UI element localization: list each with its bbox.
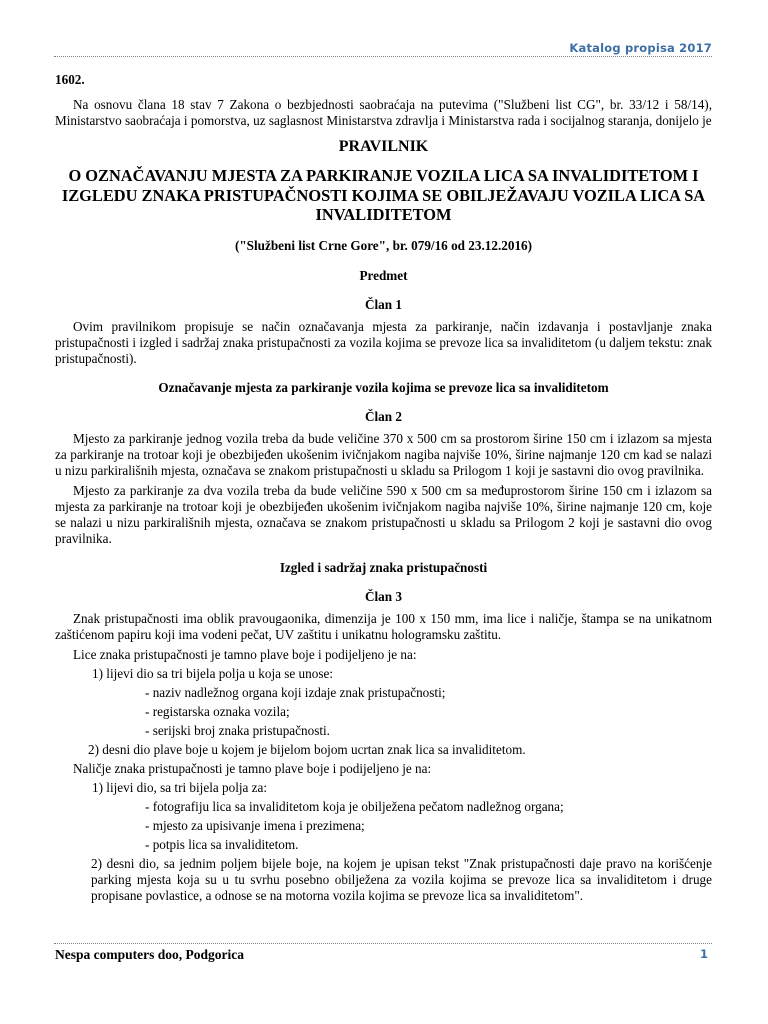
back-intro: Naličje znaka pristupačnosti je tamno plave boje i podijeljeno je na:: [73, 760, 432, 776]
article-2-paragraph-1: Mjesto za parkiranje jednog vozila treba da bude veličine 370 x 500 cm sa prostorom širine 150 cm i izlazom sa mjesta za parkiranje na trotoar koji je obezbijeđen ukošenim ivičnjakom nagiba najviše 10%, širine najmanje 120 cm kad se nalazi u nizu parkirališnih mjesta, označava se znakom pristupačnosti u skladu sa Prilogom 1 koji je sastavni dio ovog pravilnika.: [55, 430, 712, 478]
face-item-1c: - serijski broj znaka pristupačnosti.: [145, 722, 330, 738]
article-2-heading: Član 2: [364, 408, 402, 424]
header-divider: [54, 56, 712, 57]
section-heading-subject: Predmet: [359, 267, 408, 283]
face-item-1: 1) lijevi dio sa tri bijela polja u koja se unose:: [92, 665, 333, 681]
document-number: 1602.: [55, 72, 85, 87]
face-item-1a: - naziv nadležnog organa koji izdaje znak pristupačnosti;: [145, 684, 446, 700]
face-item-2: 2) desni dio plave boje u kojem je bijelom bojom ucrtan znak lica sa invaliditetom.: [88, 741, 526, 757]
document-title: PRAVILNIK: [338, 138, 429, 155]
article-3-heading: Član 3: [364, 588, 402, 604]
back-item-1a: - fotografiju lica sa invaliditetom koja je obilježena pečatom nadležnog organa;: [145, 798, 564, 814]
back-item-2: 2) desni dio, sa jednim poljem bijele boje, na kojem je upisan tekst "Znak pristupačnosti daje pravo na korišćenje parking mjesta koja su u tu svrhu posebno obilježena za vozila kojima se prevoze lica sa invaliditetom i druge propisane povlastice, a odnose se na motorna vozila kojima se prevoze lica sa invaliditetom".: [91, 855, 712, 903]
back-item-1b: - mjesto za upisivanje imena i prezimena;: [145, 817, 365, 833]
page-number: 1: [699, 947, 708, 961]
article-2-paragraph-2: Mjesto za parkiranje za dva vozila treba da bude veličine 590 x 500 cm sa međuprostorom širine 150 cm i izlazom sa mjesta za parkiranje na trotoar koji je obezbijeđen ukošenim ivičnjakom nagiba najviše 10%, širine najmanje 120 cm, koje se nalazi u nizu parkirališnih mjesta, označava se znakom pristupačnosti u skladu sa Prilogom 2 koji je sastavni dio ovog pravilnika.: [55, 482, 712, 546]
article-1-text: Ovim pravilnikom propisuje se način označavanja mjesta za parkiranje, način izdavanja i postavljanje znaka pristupačnosti i izgled i sadržaj znaka pristupačnosti za vozila kojima se prevoze lica sa invaliditetom (u daljem tekstu: znak pristupačnosti).: [55, 318, 712, 366]
document-subtitle: O OZNAČAVANJU MJESTA ZA PARKIRANJE VOZILA LICA SA INVALIDITETOM I IZGLEDU ZNAKA PRISTUPAČNOSTI KOJIMA SE OBILJEŽAVAJU VOZILA LICA SA INVALIDITETOM: [61, 166, 706, 224]
back-item-1: 1) lijevi dio, sa tri bijela polja za:: [92, 779, 268, 795]
face-intro: Lice znaka pristupačnosti je tamno plave boje i podijeljeno je na:: [73, 646, 417, 662]
article-3-paragraph-1: Znak pristupačnosti ima oblik pravougaonika, dimenzija je 100 x 150 mm, ima lice i naličje, štampa se na unikatnom zaštićenom papiru koji ima vodeni pečat, UV zaštitu i unikatnu hologramsku zaštitu.: [55, 610, 712, 642]
back-item-1c: - potpis lica sa invaliditetom.: [145, 836, 299, 852]
section-heading-sign: Izgled i sadržaj znaka pristupačnosti: [279, 559, 488, 575]
catalog-header: Katalog propisa 2017: [569, 41, 712, 55]
footer-company: Nespa computers doo, Podgorica: [55, 947, 244, 962]
footer-divider: [54, 943, 712, 944]
document-body: [55, 72, 712, 904]
gazette-reference: ("Službeni list Crne Gore", br. 079/16 od 23.12.2016): [234, 237, 533, 253]
face-item-1b: - registarska oznaka vozila;: [145, 703, 290, 719]
section-heading-parking: Označavanje mjesta za parkiranje vozila kojima se prevoze lica sa invaliditetom: [158, 379, 609, 395]
preamble: Na osnovu člana 18 stav 7 Zakona o bezbjednosti saobraćaja na putevima ("Službeni list CG", br. 33/12 i 58/14), Ministarstvo saobraćaja i pomorstva, uz saglasnost Ministarstva zdravlja i Ministarstva rada i socijalnog staranja, donijelo je: [55, 97, 712, 128]
article-1-heading: Član 1: [364, 296, 402, 312]
